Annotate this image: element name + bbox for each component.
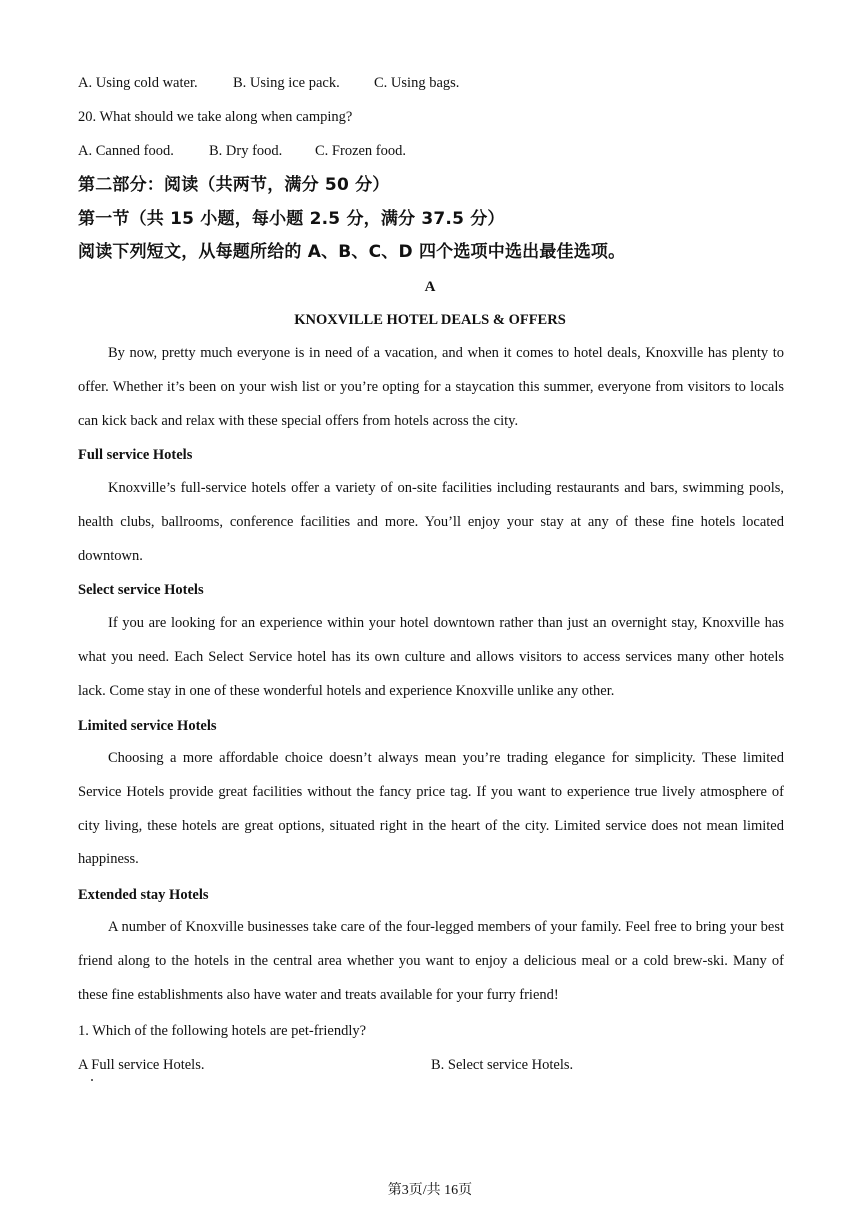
q1-option-a: A Full service Hotels. [78, 1057, 205, 1073]
q19-option-b: B. Using ice pack. [233, 75, 340, 91]
q1-option-b: B. Select service Hotels. [431, 1057, 574, 1073]
section-heading-extended-stay: Extended stay Hotels [78, 887, 209, 903]
q19-option-c: C. Using bags. [374, 75, 460, 91]
q19-option-a: A. Using cold water. [78, 75, 198, 91]
q20-option-b: B. Dry food. [209, 143, 283, 159]
passage-letter: A [424, 279, 436, 295]
section-heading-limited-service: Limited service Hotels [78, 718, 217, 734]
section-heading-full-service: Full service Hotels [78, 447, 193, 463]
intro-paragraph [78, 337, 784, 438]
passage-title: KNOXVILLE HOTEL DEALS & OFFERS [294, 312, 566, 328]
section-text: A number of Knoxville businesses take care of the four-legged members of your family. Feel free to bring your best friend along to the hotels in the central area whether you want to enjoy a delicious meal or a cold brew-ski. Many of these fine establishments also have water and treats available for your furry friend! [78, 919, 784, 1003]
page-number: 第3页/共 16页 [387, 1183, 473, 1198]
intro-text: By now, pretty much everyone is in need of a vacation, and when it comes to hotel deals, Knoxville has plenty to offer. Whether it’s been on your wish list or you’re opting for a staycation this summer, everyone from visitors to locals can kick back and relax with these special offers from hotels across the city. [78, 345, 784, 429]
section-paragraph-limited-service [78, 742, 784, 877]
section-heading-select-service: Select service Hotels [78, 582, 204, 598]
section-text: Knoxville’s full-service hotels offer a variety of on-site facilities including restaurants and bars, swimming pools, health clubs, ballrooms, conference facilities and more. You’ll enjoy your stay at any of these fine hotels located downtown. [78, 480, 784, 564]
q20-option-a: A. Canned food. [78, 143, 174, 159]
part2-title: 第二部分：阅读（共两节，满分 50 分） [78, 175, 390, 195]
q20-option-c: C. Frozen food. [315, 143, 407, 159]
q1-question: 1. Which of the following hotels are pet-friendly? [78, 1023, 367, 1039]
section-text: If you are looking for an experience within your hotel downtown rather than just an overnight stay, Knoxville has what you need. Each Select Service hotel has its own culture and allows visitors to access services many other hotels lack. Come stay in one of these wonderful hotels and experience Knoxville unlike any other. [78, 615, 784, 699]
reading-instruction: 阅读下列短文，从每题所给的 A、B、C、D 四个选项中选出最佳选项。 [78, 242, 626, 262]
section-paragraph-select-service [78, 607, 784, 708]
stray-dot [91, 1079, 93, 1081]
section1-title: 第一节（共 15 小题，每小题 2.5 分，满分 37.5 分） [78, 209, 505, 229]
section-text: Choosing a more affordable choice doesn’t always mean you’re trading elegance for simplicity. These limited Service Hotels provide great facilities without the fancy price tag. If you want to experience true lively atmosphere of city living, these hotels are great options, situated right in the heart of the city. Limited service does not mean limited happiness. [78, 750, 784, 868]
q20-question: 20. What should we take along when camping? [78, 109, 353, 125]
section-paragraph-full-service [78, 472, 784, 573]
section-paragraph-extended-stay [78, 911, 784, 1012]
